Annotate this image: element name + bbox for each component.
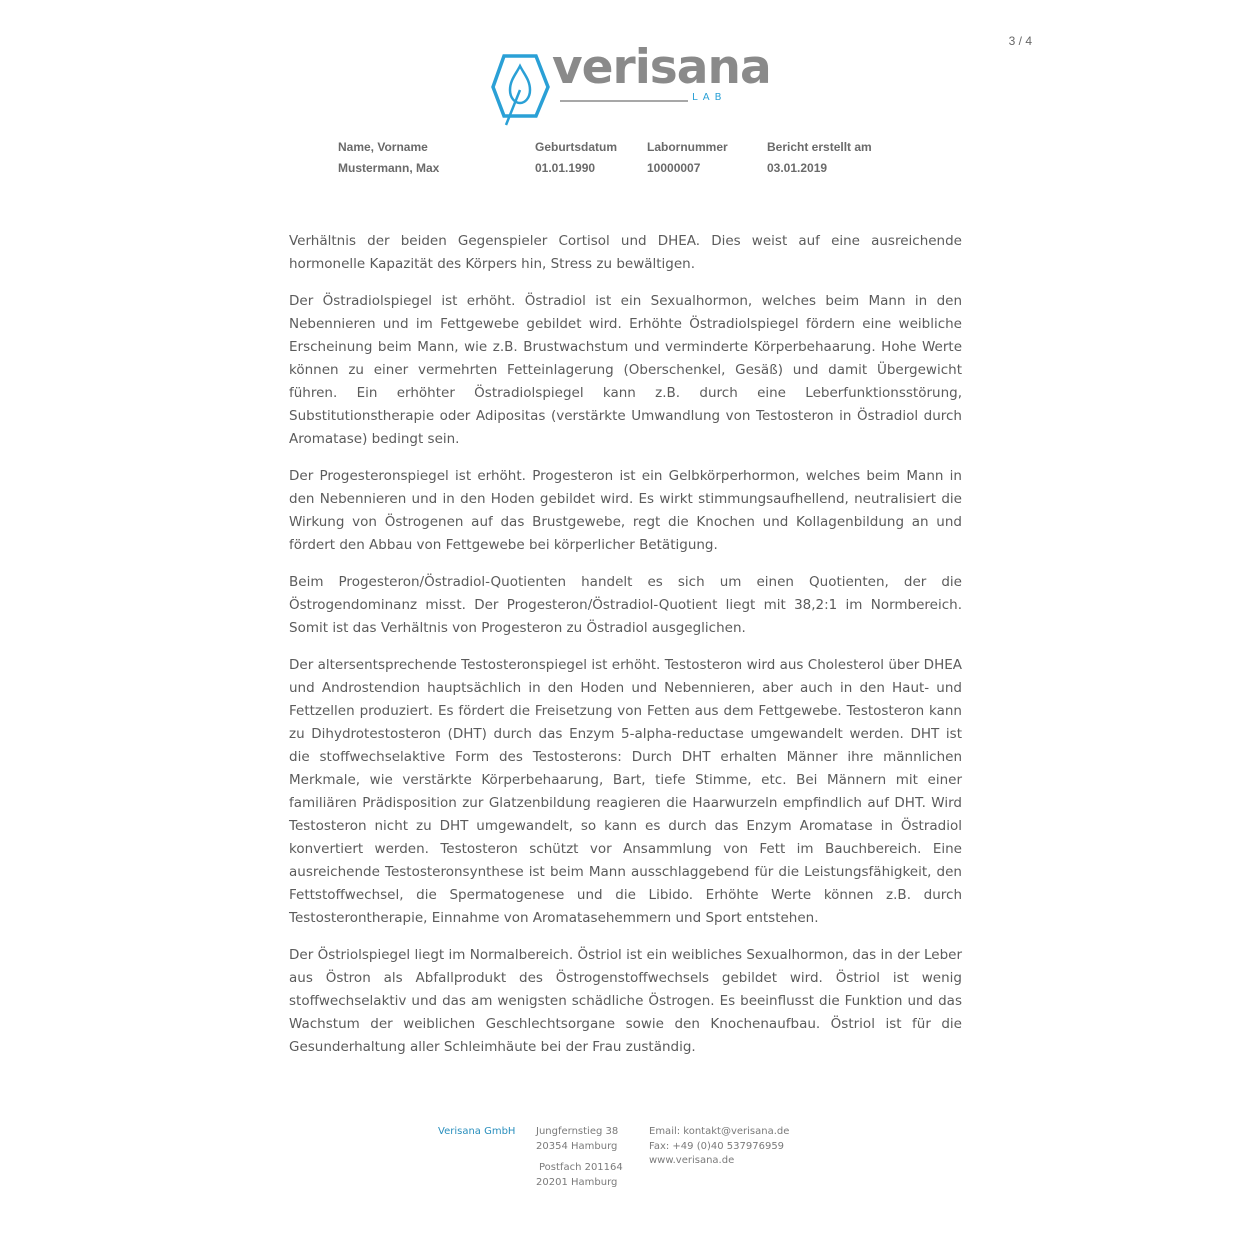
header-col-name xyxy=(338,140,439,175)
header-col-report-date xyxy=(767,140,872,175)
footer-street: Jungfernstieg 38 xyxy=(536,1126,619,1137)
header-value: Mustermann, Max xyxy=(338,161,440,175)
hexagon-drop-icon xyxy=(490,50,552,128)
header-col-lab-number xyxy=(647,140,728,175)
header-label: Labornummer xyxy=(647,140,728,154)
paragraph-oestradiol: Der Östradiolspiegel ist erhöht. Östradiol ist ein Sexualhormon, welches beim Mann in den Nebennieren und im Fettgewebe gebildet wird. Erhöhte Östradiolspiegel fördern eine weibliche Erscheinung beim Mann, wie z.B. Brustwachstum und verminderte Körperbehaarung. Hohe Werte können zu einer vermehrten Fetteinlagerung (Oberschenkel, Gesäß) und damit Übergewicht führen. Ein erhöhter Östradiolspiegel kann z.B. durch eine Leberfunktionsstörung, Substitutionstherapie oder Adipositas (verstärkte Umwandlung von Testosteron in Östradiol durch Aromatase) bedingt sein. xyxy=(289,293,962,447)
verisana-logo xyxy=(490,40,771,130)
footer-email: Email: kontakt@verisana.de xyxy=(649,1126,790,1137)
paragraph-testosteron: Der altersentsprechende Testosteronspiegel ist erhöht. Testosteron wird aus Cholesterol über DHEA und Androstendion hauptsächlich in den Hoden und Nebennieren, aber auch in den Haut- und Fettzellen produziert. Es fördert die Freisetzung von Fetten aus dem Fettgewebe. Testosteron kann zu Dihydrotestosteron (DHT) durch das Enzym 5-alpha-reductase umgewandelt werden. DHT ist die stoffwechselaktive Form des Testosterons: Durch DHT erhalten Männer ihre männlichen Merkmale, wie verstärkte Körperbehaarung, Bart, tiefe Stimme, etc. Bei Männern mit einer familiären Prädisposition zur Glatzenbildung reagieren die Haarwurzeln empfindlich auf DHT. Wird Testosteron nicht zu DHT umgewandelt, so kann es durch das Enzym Aromatase in Östradiol konvertiert werden. Testosteron schützt vor Ansammlung von Fett im Bauchbereich. Eine ausreichende Testosteronsynthese ist beim Mann ausschlaggebend für die Leistungsfähigkeit, den Fettstoffwechsel, die Spermatogenese und die Libido. Erhöhte Werte können z.B. durch Testosterontherapie, Einnahme von Aromatasehemmern und Sport entstehen. xyxy=(289,657,962,926)
header-value: 10000007 xyxy=(647,161,701,175)
header-value: 03.01.2019 xyxy=(767,161,828,175)
paragraph-quotient: Beim Progesteron/Östradiol-Quotienten handelt es sich um einen Quotienten, der die Östrogendominanz misst. Der Progesteron/Östradiol-Quotient liegt mit 38,2:1 im Normbereich. Somit ist das Verhältnis von Progesteron zu Östradiol ausgeglichen. xyxy=(289,574,962,636)
report-body xyxy=(289,230,962,1073)
logo-lab-label: LAB xyxy=(692,92,727,103)
paragraph-progesteron: Der Progesteronspiegel ist erhöht. Progesteron ist ein Gelbkörperhormon, welches beim Mann in den Nebennieren und in den Hoden gebildet wird. Es wirkt stimmungsaufhellend, neutralisiert die Wirkung von Östrogenen auf das Brustgewebe, regt die Knochen und Kollagenbildung an und fördert den Abbau von Fettgewebe bei körperlicher Betätigung. xyxy=(289,468,962,553)
page-number: 3 / 4 xyxy=(1008,34,1032,48)
footer-city: 20354 Hamburg xyxy=(536,1140,618,1152)
header-label: Geburtsdatum xyxy=(535,140,618,154)
header-label: Bericht erstellt am xyxy=(767,140,872,154)
footer-address xyxy=(536,1125,623,1190)
footer-fax: Fax: +49 (0)40 537976959 xyxy=(649,1140,785,1152)
paragraph-cortisol-dhea: Verhältnis der beiden Gegenspieler Cortisol und DHEA. Dies weist auf eine ausreichende hormonelle Kapazität des Körpers hin, Stress zu bewältigen. xyxy=(289,233,962,272)
header-col-birthdate xyxy=(535,140,617,175)
footer-po-box: Postfach 201164 xyxy=(539,1162,623,1173)
footer-contact xyxy=(649,1125,789,1169)
header-value: 01.01.1990 xyxy=(535,161,596,175)
paragraph-oestriol: Der Östriolspiegel liegt im Normalbereich. Östriol ist ein weibliches Sexualhormon, das in der Leber aus Östron als Abfallprodukt des Östrogenstoffwechsels gebildet wird. Östriol ist wenig stoffwechselaktiv und das am wenigsten schädliche Östrogen. Es beeinflusst die Funktion und das Wachstum der weiblichen Geschlechtsorgane sowie den Knochenaufbau. Östriol ist für die Gesunderhaltung aller Schleimhäute bei der Frau zuständig. xyxy=(289,947,962,1055)
header-label: Name, Vorname xyxy=(338,140,428,154)
logo-wordmark: verisana xyxy=(552,40,771,95)
footer-po-city: 20201 Hamburg xyxy=(536,1176,618,1188)
footer-company: Verisana GmbH xyxy=(438,1126,516,1137)
footer-website: www.verisana.de xyxy=(649,1155,735,1166)
logo-underline xyxy=(560,99,700,103)
